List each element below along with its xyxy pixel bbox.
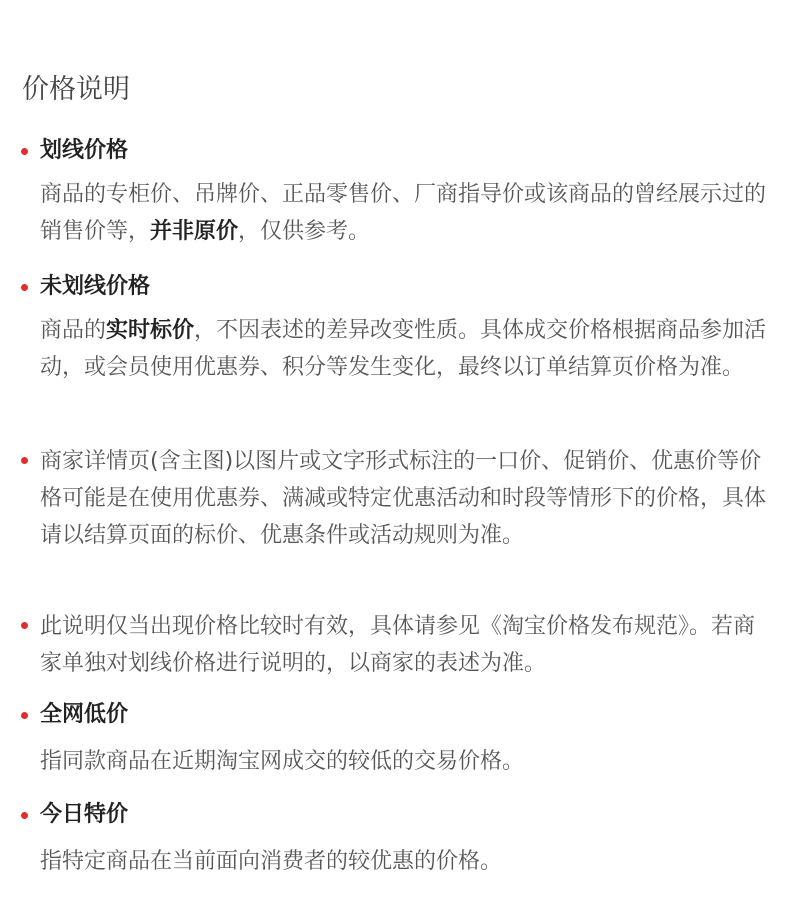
body-text-part: ，仅供参考。 [238,219,371,244]
body-text-part: 商品的专柜价、吊牌价、正品零售价、厂商指导价或该商品的曾经展示过的销售价等， [40,182,767,244]
section-body-merchant-detail-page: 商家详情页(含主图)以图片或文字形式标注的一口价、促销价、优惠价等价格可能是在使用优惠券、满减或特定优惠活动和时段等情形下的价格，具体请以结算页面的标价、优惠条件或活动规则为准。 [40,449,767,548]
section-body-network-low-price: 指同款商品在近期淘宝网成交的较低的交易价格。 [40,749,525,774]
section-heading-network-low-price: 全网低价 [40,702,129,727]
body-text-emphasis: 并非原价 [150,219,239,244]
page-title: 价格说明 [22,74,130,105]
body-text-part: 商品的 [40,318,107,343]
section-heading-today-special-price: 今日特价 [40,802,129,827]
section-body-non-strikethrough-price [40,312,770,386]
bullet-dot-icon [21,812,28,819]
body-text-emphasis: 实时标价 [106,318,195,343]
section-body-explanation-scope: 此说明仅当出现价格比较时有效，具体请参见《淘宝价格发布规范》。若商家单独对划线价格进行说明的，以商家的表述为准。 [40,614,756,676]
bullet-dot-icon [21,457,28,464]
section-body-today-special-price: 指特定商品在当前面向消费者的较优惠的价格。 [40,849,503,874]
body-text-part: ，不因表述的差异改变性质。具体成交价格根据商品参加活动，或会员使用优惠券、积分等发生变化，最终以订单结算页价格为准。 [40,318,767,380]
bullet-dot-icon [21,712,28,719]
section-heading-non-strikethrough-price: 未划线价格 [40,274,151,299]
section-body-strikethrough-price [40,176,770,250]
bullet-dot-icon [21,148,28,155]
bullet-dot-icon [21,622,28,629]
section-heading-strikethrough-price: 划线价格 [40,138,129,163]
bullet-dot-icon [21,284,28,291]
